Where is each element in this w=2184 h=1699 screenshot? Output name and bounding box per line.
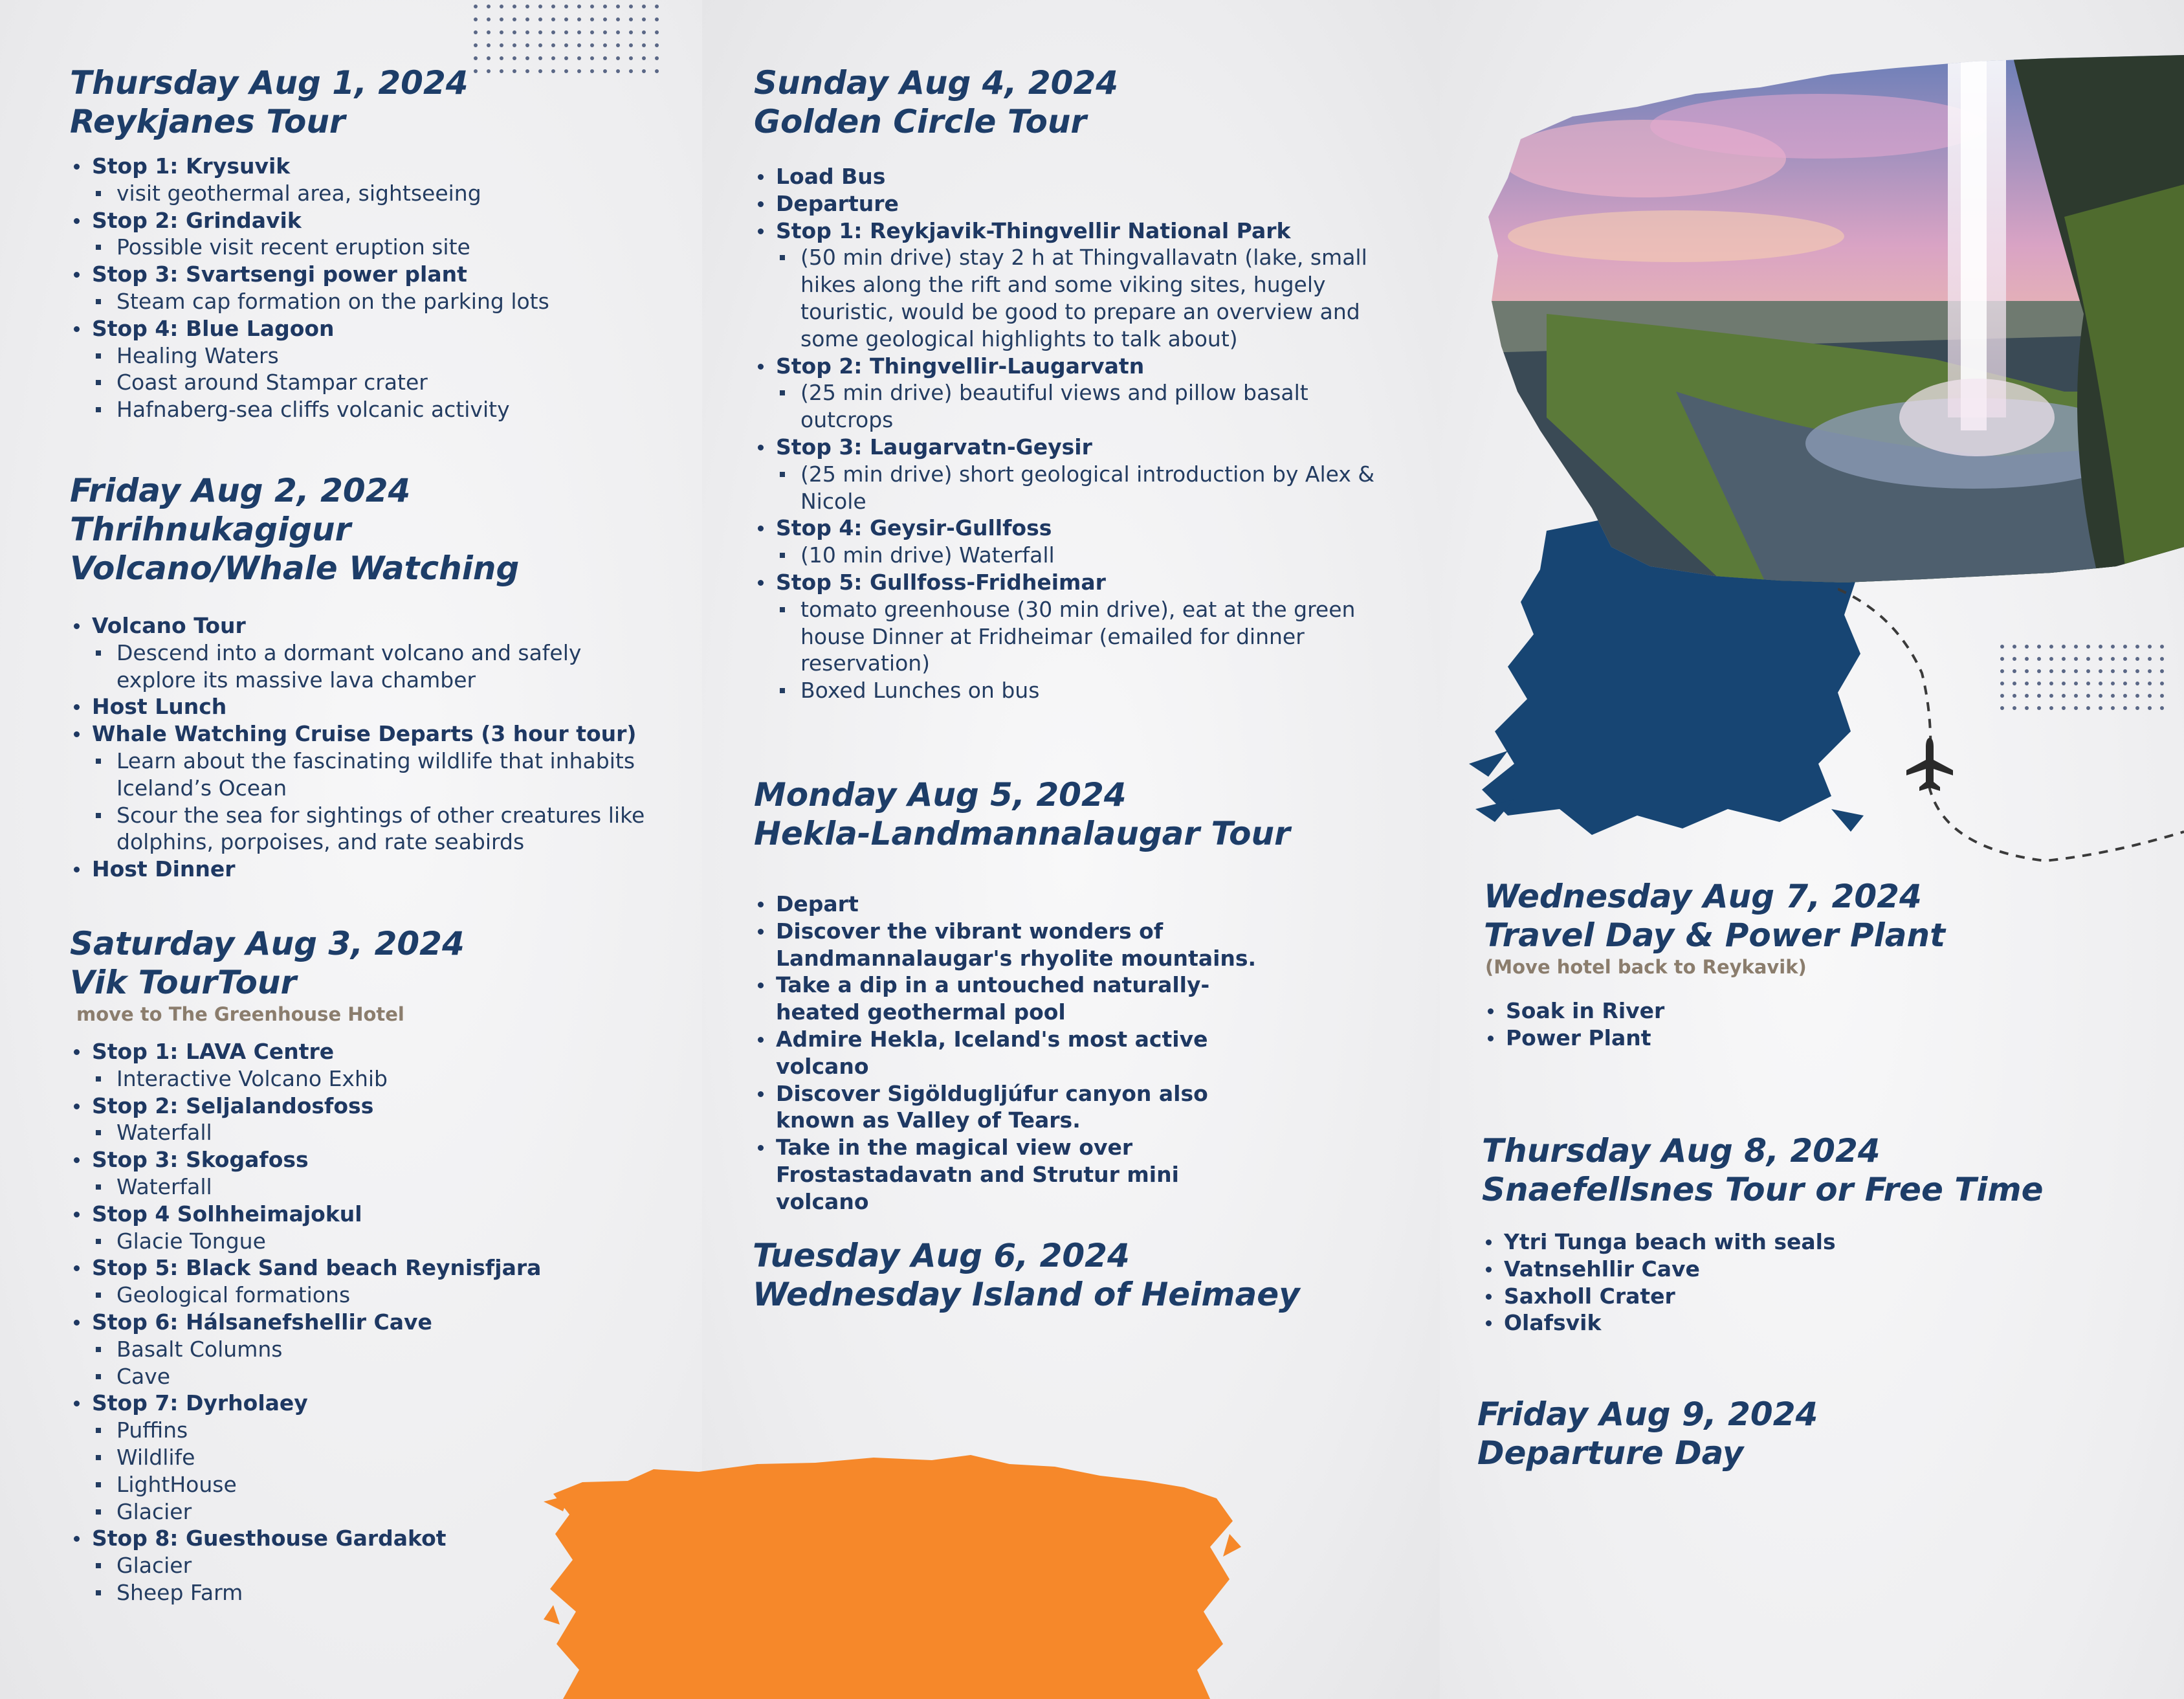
day-title: Friday Aug 9, 2024 xyxy=(1477,1395,1818,1433)
day-subtitle: Wednesday Island of Heimaey xyxy=(753,1276,1300,1313)
stop-item xyxy=(754,190,1378,217)
detail-item: Waterfall xyxy=(92,1119,541,1146)
stop-label: Host Lunch xyxy=(92,694,227,720)
stop-item xyxy=(754,1080,1272,1135)
detail-item: Geological formations xyxy=(92,1282,541,1309)
day-title: Sunday Aug 4, 2024 xyxy=(754,64,1119,102)
day-title: Wednesday Aug 7, 2024 xyxy=(1484,878,1922,915)
day-wednesday-aug-7 xyxy=(1484,877,1945,1052)
stop-item xyxy=(754,217,1378,353)
detail-item: Descend into a dormant volcano and safely explore its massive lava chamber xyxy=(92,639,665,694)
airplane-icon xyxy=(1906,738,1953,791)
stop-item xyxy=(754,515,1378,569)
day-subtitle: Snaefellsnes Tour or Free Time xyxy=(1482,1171,2044,1208)
day-note: (Move hotel back to Reykavik) xyxy=(1485,956,1807,978)
detail-item: Hafnaberg-sea cliffs volcanic activity xyxy=(92,396,549,423)
day-subtitle: Hekla-Landmannalaugar Tour xyxy=(754,815,1290,852)
stop-list xyxy=(754,163,1378,704)
detail-item: Healing Waters xyxy=(92,342,549,370)
stop-item xyxy=(754,1026,1272,1080)
detail-item: Basalt Columns xyxy=(92,1336,541,1363)
detail-item: Possible visit recent eruption site xyxy=(92,234,549,261)
stop-label: Ytri Tunga beach with seals xyxy=(1504,1229,1836,1254)
dotted-flight-path xyxy=(1838,576,2184,874)
detail-item: Cave xyxy=(92,1363,541,1390)
day-subtitle: Reykjanes Tour xyxy=(70,103,346,140)
stop-list xyxy=(70,612,665,883)
detail-list xyxy=(776,542,1378,569)
detail-item: Steam cap formation on the parking lots xyxy=(92,288,549,315)
stop-item xyxy=(70,315,549,423)
stop-label: Admire Hekla, Iceland's most active volcano xyxy=(776,1026,1208,1079)
detail-list xyxy=(92,342,549,423)
detail-item: tomato greenhouse (30 min drive), eat at the green house Dinner at Fridheimar (emailed for dinner reservation) xyxy=(776,596,1378,677)
detail-item: Waterfall xyxy=(92,1173,541,1201)
day-friday-aug-9 xyxy=(1477,1395,1818,1472)
detail-item: Glacie Tongue xyxy=(92,1228,541,1255)
stop-item xyxy=(754,972,1272,1026)
detail-item: Boxed Lunches on bus xyxy=(776,677,1378,704)
stop-label: Depart xyxy=(776,891,859,916)
stop-label: Stop 7: Dyrholaey xyxy=(92,1390,308,1416)
stop-label: Volcano Tour xyxy=(92,613,246,638)
stop-item xyxy=(70,1309,541,1390)
stop-label: Take in the magical view over Frostastadavatn and Strutur mini volcano xyxy=(776,1135,1179,1214)
stop-list xyxy=(70,1038,541,1606)
stop-item xyxy=(754,353,1378,434)
day-thursday-aug-8 xyxy=(1482,1131,2044,1337)
stop-label: Departure xyxy=(776,190,899,216)
day-subtitle: Travel Day & Power Plant xyxy=(1484,916,1945,954)
stop-item xyxy=(70,261,549,315)
stop-list xyxy=(70,153,549,423)
stop-label: Stop 1: Krysuvik xyxy=(92,153,291,179)
detail-list xyxy=(92,234,549,261)
waterfall-photo xyxy=(1482,55,2184,599)
detail-list xyxy=(92,748,665,856)
stop-label: Stop 4 Solhheimajokul xyxy=(92,1201,362,1227)
detail-list xyxy=(92,1282,541,1309)
stop-label: Host Dinner xyxy=(92,856,236,882)
stop-label: Stop 8: Guesthouse Gardakot xyxy=(92,1526,447,1551)
day-friday-aug-2 xyxy=(70,471,691,883)
stop-label: Vatnsehllir Cave xyxy=(1504,1256,1700,1282)
stop-item xyxy=(70,720,665,856)
stop-label: Whale Watching Cruise Departs (3 hour tour) xyxy=(92,721,637,747)
stop-item xyxy=(70,207,549,261)
stop-label: Stop 4: Geysir-Gullfoss xyxy=(776,515,1052,541)
stop-item xyxy=(754,918,1272,972)
day-title: Saturday Aug 3, 2024 xyxy=(70,925,465,962)
stop-item xyxy=(754,163,1378,190)
detail-list xyxy=(776,244,1378,352)
detail-list xyxy=(92,180,549,207)
detail-item: Glacier xyxy=(92,1552,541,1579)
stop-item xyxy=(70,1254,541,1309)
stop-item xyxy=(754,891,1272,918)
stop-label: Stop 2: Seljalandosfoss xyxy=(92,1093,374,1118)
stop-item xyxy=(70,1201,541,1255)
detail-item: Interactive Volcano Exhib xyxy=(92,1065,541,1093)
detail-item: (25 min drive) short geological introduction by Alex & Nicole xyxy=(776,461,1378,515)
stop-label: Stop 1: Reykjavik-Thingvellir National Park xyxy=(776,217,1291,243)
day-title: Tuesday Aug 6, 2024 xyxy=(753,1237,1130,1274)
day-subtitle: Vik TourTour xyxy=(70,964,297,1001)
day-saturday-aug-3 xyxy=(70,924,541,1606)
detail-list xyxy=(92,1228,541,1255)
stop-item xyxy=(1484,1025,1945,1052)
stop-label: Stop 5: Black Sand beach Reynisfjara xyxy=(92,1255,542,1281)
detail-list xyxy=(92,1336,541,1390)
stop-label: Stop 3: Skogafoss xyxy=(92,1147,309,1173)
day-monday-aug-5 xyxy=(754,775,1290,1216)
stop-item xyxy=(754,1134,1272,1215)
detail-list xyxy=(776,461,1378,515)
stop-list xyxy=(1484,997,1945,1052)
stop-label: Stop 2: Thingvellir-Laugarvatn xyxy=(776,353,1145,379)
stop-item xyxy=(70,1390,541,1525)
stop-label: Stop 4: Blue Lagoon xyxy=(92,315,335,341)
day-title: Friday Aug 2, 2024 Thrihnukagigur xyxy=(70,472,411,548)
day-title: Thursday Aug 1, 2024 xyxy=(70,64,469,102)
detail-list xyxy=(92,1119,541,1146)
detail-item: (10 min drive) Waterfall xyxy=(776,542,1378,569)
detail-list xyxy=(92,639,665,694)
stop-label: Stop 5: Gullfoss-Fridheimar xyxy=(776,569,1106,595)
stop-item xyxy=(1482,1283,2044,1310)
stop-item xyxy=(70,612,665,693)
detail-list xyxy=(92,288,549,315)
detail-item: (25 min drive) beautiful views and pillow basalt outcrops xyxy=(776,379,1378,434)
detail-item: Coast around Stampar crater xyxy=(92,369,549,396)
stop-item xyxy=(70,1146,541,1201)
day-sunday-aug-4 xyxy=(754,63,1378,704)
stop-item xyxy=(1482,1309,2044,1337)
detail-item: Glacier xyxy=(92,1498,541,1526)
stop-item xyxy=(70,693,665,720)
stop-label: Stop 3: Svartsengi power plant xyxy=(92,261,467,287)
day-thursday-aug-1 xyxy=(70,63,549,423)
stop-label: Take a dip in a untouched naturally-heated geothermal pool xyxy=(776,972,1210,1025)
stop-item xyxy=(1482,1228,2044,1256)
detail-item: Puffins xyxy=(92,1417,541,1444)
detail-item: (50 min drive) stay 2 h at Thingvallavatn (lake, small hikes along the rift and some viking sites, hugely touristic, would be good to prepare an overview and some geological highlights to talk about) xyxy=(776,244,1378,352)
stop-label: Discover Sigöldugljúfur canyon also known as Valley of Tears. xyxy=(776,1080,1208,1133)
detail-item: Scour the sea for sightings of other creatures like dolphins, porpoises, and rate seabirds xyxy=(92,802,665,856)
detail-list xyxy=(92,1065,541,1093)
detail-item: LightHouse xyxy=(92,1471,541,1498)
stop-label: Stop 3: Laugarvatn-Geysir xyxy=(776,434,1092,460)
stop-label: Saxholl Crater xyxy=(1504,1283,1675,1309)
stop-item xyxy=(70,1525,541,1606)
stop-item xyxy=(70,1093,541,1147)
day-title: Thursday Aug 8, 2024 xyxy=(1482,1132,1881,1170)
day-note: move to The Greenhouse Hotel xyxy=(76,1003,404,1025)
day-subtitle: Golden Circle Tour xyxy=(754,103,1087,140)
detail-item: Learn about the fascinating wildlife that inhabits Iceland’s Ocean xyxy=(92,748,665,802)
stop-label: Soak in River xyxy=(1506,998,1665,1023)
orange-brush-stroke xyxy=(544,1450,1242,1699)
stop-label: Discover the vibrant wonders of Landmannalaugar's rhyolite mountains. xyxy=(776,918,1257,971)
stop-item xyxy=(70,856,665,883)
day-title: Monday Aug 5, 2024 xyxy=(754,776,1127,814)
stop-item xyxy=(1484,997,1945,1025)
stop-item xyxy=(70,1038,541,1093)
detail-item: Wildlife xyxy=(92,1444,541,1471)
stop-item xyxy=(754,434,1378,515)
detail-item: Sheep Farm xyxy=(92,1579,541,1606)
stop-item xyxy=(1482,1256,2044,1283)
day-subtitle: Departure Day xyxy=(1477,1434,1744,1472)
detail-item: visit geothermal area, sightseeing xyxy=(92,180,549,207)
detail-list xyxy=(92,1552,541,1606)
stop-label: Power Plant xyxy=(1506,1025,1651,1050)
detail-list xyxy=(776,596,1378,704)
stop-label: Olafsvik xyxy=(1504,1310,1602,1336)
stop-list xyxy=(754,891,1272,1216)
detail-list xyxy=(92,1173,541,1201)
stop-label: Load Bus xyxy=(776,164,886,189)
stop-item xyxy=(70,153,549,207)
stop-label: Stop 2: Grindavik xyxy=(92,207,302,233)
stop-list xyxy=(1482,1228,2044,1337)
stop-label: Stop 1: LAVA Centre xyxy=(92,1039,335,1064)
detail-list xyxy=(776,379,1378,434)
day-tuesday-aug-6 xyxy=(753,1236,1300,1314)
day-subtitle: Volcano/Whale Watching xyxy=(70,550,520,587)
stop-label: Stop 6: Hálsanefshellir Cave xyxy=(92,1309,432,1335)
stop-item xyxy=(754,569,1378,704)
detail-list xyxy=(92,1417,541,1525)
